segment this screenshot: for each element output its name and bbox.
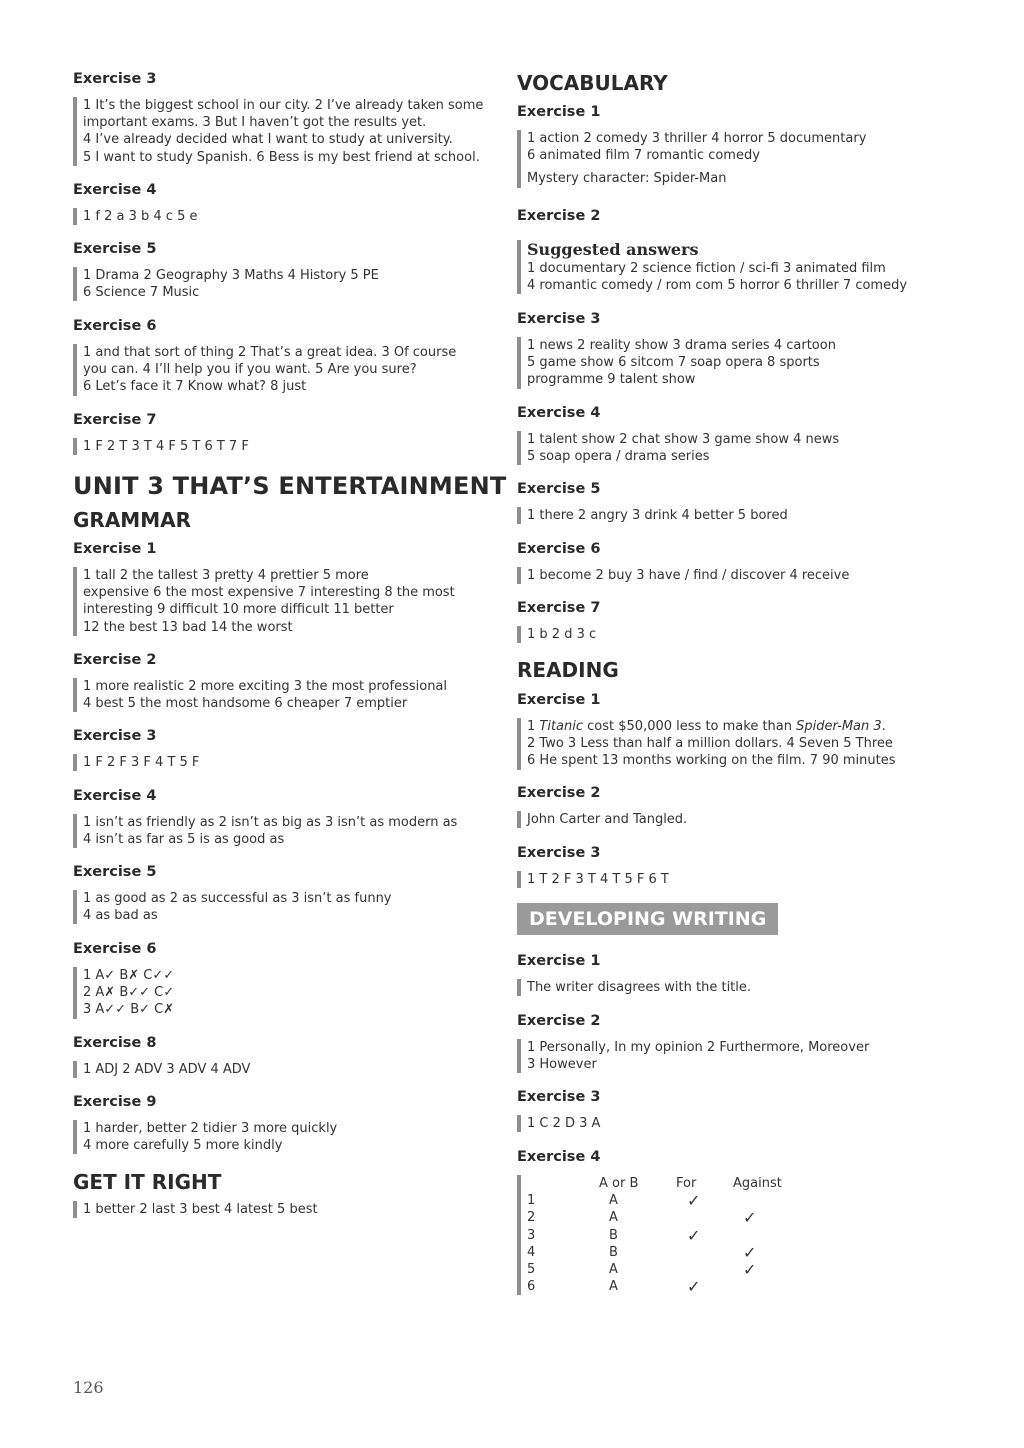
answer-line: 1 F 2 T 3 T 4 F 5 T 6 T 7 F bbox=[83, 439, 249, 454]
exercise-heading: Exercise 4 bbox=[73, 788, 157, 804]
section-title-get-it-right: GET IT RIGHT bbox=[73, 1170, 222, 1194]
answer-block bbox=[73, 208, 198, 225]
answer-line: important exams. 3 But I haven’t got the results yet. bbox=[83, 115, 427, 131]
answer-block bbox=[73, 814, 457, 848]
answer-line: 1 harder, better 2 tidier 3 more quickly bbox=[83, 1121, 338, 1136]
mystery-character: Mystery character: Spider-Man bbox=[527, 171, 727, 187]
answer-line: 2 A✗ B✓✓ C✓ bbox=[83, 985, 175, 1001]
answer-line: 1 become 2 buy 3 have / find / discover 4 receive bbox=[527, 568, 850, 583]
answer-text: . bbox=[881, 719, 886, 734]
answer-line: 1 Drama 2 Geography 3 Maths 4 History 5 PE bbox=[83, 268, 379, 283]
answer-line: you can. 4 I’ll help you if you want. 5 Are you sure? bbox=[83, 362, 417, 378]
answer-block bbox=[517, 626, 596, 643]
answer-lines bbox=[527, 735, 896, 769]
answer-block bbox=[73, 97, 483, 166]
exercise-heading: Exercise 5 bbox=[73, 241, 157, 257]
table-cell-choice: A bbox=[609, 1279, 618, 1295]
answer-block bbox=[517, 1115, 600, 1132]
exercise-heading: Exercise 2 bbox=[517, 1013, 601, 1029]
table-row-number: 4 bbox=[527, 1244, 536, 1260]
answer-line: 6 Science 7 Music bbox=[83, 285, 200, 301]
table-header: Against bbox=[733, 1176, 782, 1191]
answer-block bbox=[73, 967, 174, 1019]
answer-line: 6 Let’s face it 7 Know what? 8 just bbox=[83, 379, 307, 395]
answer-block bbox=[73, 1120, 337, 1154]
exercise-heading: Exercise 2 bbox=[517, 785, 601, 801]
table-cell-choice: B bbox=[609, 1227, 618, 1243]
answer-block bbox=[517, 871, 669, 888]
answer-line bbox=[527, 718, 896, 735]
exercise-heading: Exercise 1 bbox=[73, 541, 157, 557]
answer-line: 1 tall 2 the tallest 3 pretty 4 prettier 5 more bbox=[83, 568, 369, 583]
answer-line: 1 ADJ 2 ADV 3 ADV 4 ADV bbox=[83, 1062, 251, 1077]
answer-line: 4 as bad as bbox=[83, 908, 158, 924]
answer-block bbox=[73, 344, 456, 396]
table-row-number: 5 bbox=[527, 1262, 536, 1277]
exercise-heading: Exercise 5 bbox=[517, 481, 601, 497]
answer-line: interesting 9 difficult 10 more difficult 11 better bbox=[83, 602, 394, 618]
answer-line: 1 talent show 2 chat show 3 game show 4 news bbox=[527, 432, 840, 447]
answer-line: 1 f 2 a 3 b 4 c 5 e bbox=[83, 209, 198, 224]
exercise-heading: Exercise 1 bbox=[517, 104, 601, 120]
answer-line: 4 more carefully 5 more kindly bbox=[83, 1138, 283, 1154]
answer-line: 1 action 2 comedy 3 thriller 4 horror 5 documentary bbox=[527, 131, 867, 146]
answer-line: 12 the best 13 bad 14 the worst bbox=[83, 619, 293, 635]
answer-block bbox=[73, 267, 379, 301]
answer-block bbox=[517, 337, 836, 389]
answer-line: 1 news 2 reality show 3 drama series 4 cartoon bbox=[527, 338, 836, 353]
section-title-developing-writing: DEVELOPING WRITING bbox=[517, 903, 778, 935]
answer-line: programme 9 talent show bbox=[527, 372, 696, 388]
answer-line: 1 more realistic 2 more exciting 3 the most professional bbox=[83, 679, 448, 694]
answer-line: expensive 6 the most expensive 7 interesting 8 the most bbox=[83, 585, 455, 601]
section-title-grammar: GRAMMAR bbox=[73, 508, 191, 532]
exercise-heading: Exercise 3 bbox=[73, 728, 157, 744]
table-row-number: 6 bbox=[527, 1279, 536, 1295]
answer-line: 1 isn’t as friendly as 2 isn’t as big as 3 isn’t as modern as bbox=[83, 815, 458, 830]
answer-block bbox=[517, 1175, 787, 1295]
exercise-heading: Exercise 6 bbox=[517, 541, 601, 557]
table-cell-choice: A bbox=[609, 1193, 618, 1209]
table-cell-tick: ✓ bbox=[743, 1260, 757, 1279]
table-cell-choice: A bbox=[609, 1262, 618, 1277]
answer-line: 5 soap opera / drama series bbox=[527, 449, 710, 465]
answer-line: 3 A✓✓ B✓ C✗ bbox=[83, 1002, 175, 1018]
table-cell-tick: ✓ bbox=[743, 1208, 757, 1228]
answer-line: 5 I want to study Spanish. 6 Bess is my best friend at school. bbox=[83, 149, 480, 165]
section-title-reading: READING bbox=[517, 658, 619, 682]
answer-line: 1 C 2 D 3 A bbox=[527, 1116, 601, 1131]
answer-block bbox=[517, 718, 896, 770]
answer-line: 3 However bbox=[527, 1057, 597, 1073]
suggested-answers-label: Suggested answers bbox=[527, 240, 699, 259]
answer-line: 6 animated film 7 romantic comedy bbox=[527, 148, 760, 164]
answer-line: 1 there 2 angry 3 drink 4 better 5 bored bbox=[527, 508, 788, 523]
answer-block bbox=[517, 1039, 869, 1073]
exercise-heading: Exercise 4 bbox=[517, 405, 601, 421]
table-row-number: 3 bbox=[527, 1227, 536, 1243]
film-title: Titanic bbox=[539, 719, 584, 734]
answer-line: 4 isn’t as far as 5 is as good as bbox=[83, 832, 285, 848]
exercise-heading: Exercise 1 bbox=[517, 692, 601, 708]
answer-line: 1 b 2 d 3 c bbox=[527, 627, 597, 642]
answer-line: 6 He spent 13 months working on the film. 7 90 minutes bbox=[527, 753, 896, 769]
answer-block bbox=[73, 678, 447, 712]
page-number: 126 bbox=[73, 1378, 104, 1397]
exercise-heading: Exercise 2 bbox=[517, 208, 601, 224]
answer-block bbox=[517, 811, 687, 828]
answer-text: cost $50,000 less to make than bbox=[583, 719, 797, 734]
exercise-heading: Exercise 8 bbox=[73, 1035, 157, 1051]
answer-lines bbox=[527, 260, 907, 294]
table-cell-tick: ✓ bbox=[743, 1242, 757, 1262]
answer-block bbox=[73, 567, 455, 636]
answer-line: John Carter and Tangled. bbox=[527, 812, 688, 827]
film-title: Spider-Man 3 bbox=[796, 719, 882, 734]
exercise-heading: Exercise 1 bbox=[517, 953, 601, 969]
answer-block bbox=[73, 890, 392, 924]
exercise-heading: Exercise 4 bbox=[73, 182, 157, 198]
table-cell-tick: ✓ bbox=[687, 1277, 701, 1297]
answer-line: 1 F 2 F 3 F 4 T 5 F bbox=[83, 755, 200, 770]
exercise-heading: Exercise 6 bbox=[73, 941, 157, 957]
answer-line: 1 Personally, In my opinion 2 Furthermore, Moreover bbox=[527, 1040, 870, 1055]
answer-block bbox=[73, 754, 199, 771]
answer-block bbox=[517, 507, 788, 524]
answer-line: The writer disagrees with the title. bbox=[527, 980, 752, 995]
exercise-heading: Exercise 3 bbox=[517, 1089, 601, 1105]
answer-block bbox=[517, 240, 907, 294]
answer-line: 5 game show 6 sitcom 7 soap opera 8 sports bbox=[527, 355, 820, 371]
answer-line: 4 romantic comedy / rom com 5 horror 6 thriller 7 comedy bbox=[527, 278, 908, 294]
exercise-heading: Exercise 3 bbox=[517, 311, 601, 327]
for-against-table bbox=[527, 1175, 787, 1295]
answer-number: 1 bbox=[527, 719, 540, 734]
answer-line: 2 Two 3 Less than half a million dollars. 4 Seven 5 Three bbox=[527, 736, 893, 752]
exercise-heading: Exercise 2 bbox=[73, 652, 157, 668]
exercise-heading: Exercise 7 bbox=[73, 412, 157, 428]
table-cell-tick: ✓ bbox=[687, 1225, 701, 1245]
answer-line: 1 and that sort of thing 2 That’s a great idea. 3 Of course bbox=[83, 345, 457, 360]
exercise-heading: Exercise 5 bbox=[73, 864, 157, 880]
answer-block bbox=[517, 130, 866, 188]
answer-line: 4 best 5 the most handsome 6 cheaper 7 emptier bbox=[83, 696, 408, 712]
table-header: For bbox=[676, 1176, 697, 1191]
answer-block bbox=[73, 438, 249, 455]
table-cell-choice: B bbox=[609, 1244, 618, 1260]
answer-block bbox=[73, 1201, 318, 1218]
exercise-heading: Exercise 6 bbox=[73, 318, 157, 334]
answer-line: 1 documentary 2 science fiction / sci-fi 3 animated film bbox=[527, 261, 886, 276]
table-cell-choice: A bbox=[609, 1210, 618, 1226]
table-cell-tick: ✓ bbox=[687, 1191, 701, 1211]
answer-line: 1 A✓ B✗ C✓✓ bbox=[83, 968, 175, 983]
answer-block bbox=[517, 979, 751, 996]
section-title-vocabulary: VOCABULARY bbox=[517, 71, 668, 95]
answer-block bbox=[517, 567, 849, 584]
answer-line: 1 It’s the biggest school in our city. 2 I’ve already taken some bbox=[83, 98, 484, 113]
exercise-heading: Exercise 7 bbox=[517, 600, 601, 616]
answer-line: 1 T 2 F 3 T 4 T 5 F 6 T bbox=[527, 872, 669, 887]
exercise-heading: Exercise 9 bbox=[73, 1094, 157, 1110]
exercise-heading: Exercise 3 bbox=[73, 71, 157, 87]
exercise-heading: Exercise 3 bbox=[517, 845, 601, 861]
unit-title: UNIT 3 THAT’S ENTERTAINMENT bbox=[73, 472, 507, 500]
exercise-heading: Exercise 4 bbox=[517, 1149, 601, 1165]
table-header: A or B bbox=[599, 1176, 639, 1191]
answer-line: 1 better 2 last 3 best 4 latest 5 best bbox=[83, 1202, 318, 1217]
answer-lines bbox=[527, 130, 866, 164]
table-row-number: 1 bbox=[527, 1193, 536, 1209]
answer-block bbox=[73, 1061, 250, 1078]
answer-line: 1 as good as 2 as successful as 3 isn’t as funny bbox=[83, 891, 392, 906]
answer-line: 4 I’ve already decided what I want to study at university. bbox=[83, 132, 453, 148]
table-row-number: 2 bbox=[527, 1210, 536, 1226]
answer-block bbox=[517, 431, 839, 465]
